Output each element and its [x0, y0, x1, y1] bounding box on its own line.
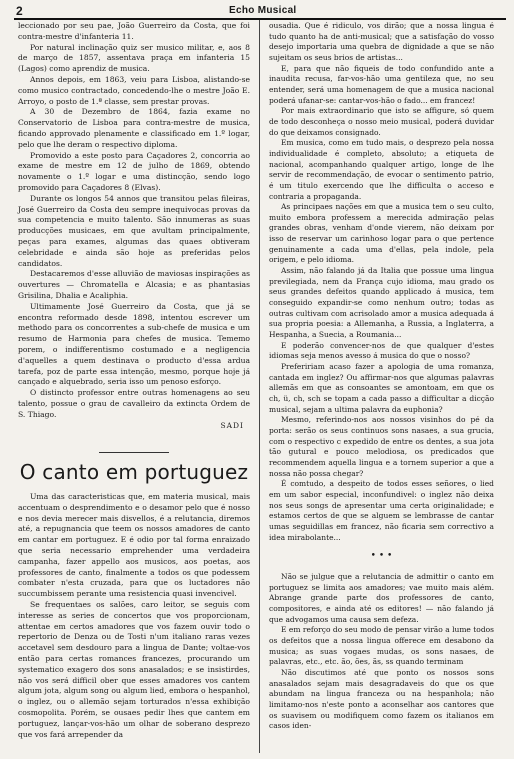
paragraph: E poderão convencer-nos de que qualquer d'estes idiomas seja menos avesso á musica do que o nosso? — [269, 340, 494, 361]
paragraph: Annos depois, em 1863, veiu para Lisboa, alistando-se como musico contractado, concedendo-lhe o mestre João E. Arroyo, o posto de 1.ª classe, sem prestar provas. — [18, 74, 250, 106]
header-rule — [14, 18, 506, 20]
paragraph: Promovido a este posto para Caçadores 2, concorria ao exame de mestre em 12 de julho de 1869, obtendo novamente o 1.º logar e uma distincção, sendo logo promovido para Caçadores 8 (Elvas). — [18, 150, 250, 192]
paragraph: Destacaremos d'esse alluvião de maviosas inspirações as ouvertures — Chromatella e Alcasia; e as phantasias Grisilina, Dhalia e Acaliphia. — [18, 269, 250, 300]
paragraph: E, para que não fiqueis de todo confundido ante a inaudita recusa, far-vos-hão uma gentileza que, no seu entender, será uma homenagem de que a musica nacional poderá ufanar-se: cantar-vos-hão o fado... em francez! — [269, 63, 494, 105]
paragraph: Não discutimos até que ponto os nossos sons anasalados sejam mais desagradaveis do que os que abundam na lingua franceza ou na hespanhola; não limitamo-nos n'este ponto a aconselhar aos cantores que os suavisem ou modifiquem como fazem os italianos em casos iden- — [269, 668, 494, 731]
paragraph: A 30 de Dezembro de 1864, fazia exame no Conservatorio de Lisboa para contra-mestre de musica, ficando approvado plenamente e classificado em 1.º logar, pelo que lhe deram o respectivo diploma. — [18, 107, 250, 149]
paragraph: Durante os longos 54 annos que transitou pelas fileiras, José Guerreiro da Costa deu sempre inequivocas provas da sua competencia e muito talento. São innumeras as suas producções musicaes, em que avultam principalmente, peças para exames, algumas das quaes obtiveram celebridade e ainda são hoje as preferidas pelos candidatos. — [18, 193, 250, 268]
paragraph: Em musica, como em tudo mais, o desprezo pela nossa individualidade é completo, absoluto; a etiqueta de nacional, acompanhando qualquer artigo, longe de lhe servir de recommendação, de evocar o sentimento patrio, é um titulo exercendo que lhe difficulta o acceso e contraria a propaganda. — [269, 138, 494, 201]
section-stars: • • • — [370, 551, 393, 562]
paragraph: Não se julgue que a relutancia de admittir o canto em portuguez se limita aos amadores; vae muito mais além. Abrange grande parte dos professores de canto, compositores, e ainda até os editores! — não falando já que advogamos uma causa sem defeza. — [269, 572, 494, 624]
paragraph: Prefeririam acaso fazer a apologia de uma romanza, cantada em inglez? Ou affirmar-nos que algumas palavras allemãs em que as consoantes se amontoam, em que os ch, ü, ch, sch se topam a cada passo a difficultar a dicção musical, sejam a ultima palavra da euphonia? — [269, 362, 494, 414]
paragraph: As principaes nações em que a musica tem o seu culto, muito embora professem a merecida admiração pelas grandes obras, venham d'onde vierem, não deixam por isso de reservar um carinhoso logar para o que pertence genuinamente a cada uma d'ellas, pela indole, pela origem, e pelo idioma. — [269, 202, 494, 265]
paragraph: E em reforço do seu modo de pensar virão a lume todos os defeitos que a nossa lingua offerece em desabono da musica; as suas vogaes mudas, os sons nasaes, de palavras, etc., etc. ão, ões, ãs, ss quando terminam — [269, 625, 494, 667]
paragraph: Por natural inclinação quiz ser musico militar, e, aos 8 de março de 1857, assentava praça em infanteria 15 (Lagos) como aprendiz de musica. — [18, 42, 250, 74]
column-divider — [259, 20, 260, 753]
paragraph: Ultimamente José Guerreiro da Costa, que já se encontra reformado desde 1898, intentou escrever um methodo para os concorrentes a sub-chefe de musica e um resumo de Harmonia para chefes de musica. Tememo porem, o indifferentismo costumado e a negligencia d'aquelles a quem destinava o producto d'essa ardua tarefa, poz de parte essa intenção, mesmo, porque hoje já cançado e alquebrado, seria isso um penoso esforço. — [18, 301, 250, 387]
paragraph: ousadia. Que é ridiculo, vos dirão; que a nossa lingua é tudo quanto ha de anti-musical; que a satisfação do vosso desejo importaria uma quebra de dignidade a que se não sujeitam os seus brios de artistas... — [269, 21, 494, 62]
paragraph: Se frequentaes os salões, caro leitor, se seguis com interesse as series de concertos que vos proporcionam, attentae em certos amadores que vos fazem ouvir todo o repertorio de Denza ou de Tosti n'um italiano raras vezes accetavel sem desdouro para a lingua de Dante; voltae-vos então para certas romances francezes, procurando um systematico exagero dos sons anasalados; e se insistirdes, não vos será difficil ober que esses amadores vos cantem algum jota, algum song ou algum lied, embora o hespanhol, o inglez, ou o allemão sejam torturados n'essa exhibição cosmopolita. Porém, se ousaes pedir lhes que cantem em portuguez, lançar-vos-hão um olhar de soberano desprezo que vos fará arrepender da — [18, 600, 250, 739]
page-number: 2 — [16, 4, 23, 18]
paragraph: Uma das caracteristicas que, em materia musical, mais accentuam o desprendimento e o desamor pelo que é nosso e nos devia merecer mais disvellos, é a relutancia, diremos até, a repugnancia que teem os nossos amadores de canto em cantar em portuguez. E é odio por tal forma enraizado que seria necessario emprehender uma verdadeira campanha, fazer appello aos musicos, aos poetas, aos professores de canto, finalmente a todos os que podessem combater n'esta cruzada, para que os luctadores não succumbissem perante uma resistencia quasi invencivel. — [18, 492, 250, 599]
left-column — [18, 21, 250, 740]
paragraph: Por mais extraordinario que isto se affigure, só quem de todo desconheça o nosso meio musical, poderá duvidar do que deixamos consignado. — [269, 106, 494, 137]
masthead-title: Echo Musical — [229, 5, 297, 16]
paragraph: leccionado por seu pae, João Guerreiro da Costa, que foi contra-mestre d'infanteria 11. — [18, 21, 250, 41]
paragraph: O distincto professor entre outras homenagens ao seu talento, possue o grau de cavalleiro da extincta Ordem de S. Thiago. — [18, 388, 250, 419]
author-signature: SADI — [220, 421, 244, 431]
article-title: O canto em portuguez — [19, 460, 249, 485]
right-column — [269, 21, 494, 732]
paragraph: É comtudo, a despeito de todos esses señores, o lied em um sabor especial, inconfundivel: o inglez não deixa nos seus songs de apresentar uma certa originalidade; e estamos certos de que se alguem se lembrasse de cantar umas seguidillas em francez, não ficaria sem correctivo a idea mirabolante... — [269, 479, 494, 542]
paragraph: Assim, não falando já da Italia que possue uma lingua previlegiada, nem da França cujo idioma, mau grado os seus grandes defeitos quando applicado á musica, tem conseguido expandir-se como nenhum outro; todas as outras cultivam com acrisolado amor a musica adequada á sua propria poesia: a Allemanha, a Russia, a Inglaterra, a Hespanha, a Suecia, a Roumania... — [269, 266, 494, 340]
paragraph: Mesmo, referindo-nos aos nossos visinhos do pé da porta: serão os seus continuos sons nasaes, a sua grucia, com o respectivo c expedido de entre os dentes, a sua jota tão gutural e pouco melodiosa, os predicados que recommendem aquella lingua e a tornem superior a que a nossa não possa chegar? — [269, 415, 494, 478]
section-separator — [99, 452, 169, 453]
